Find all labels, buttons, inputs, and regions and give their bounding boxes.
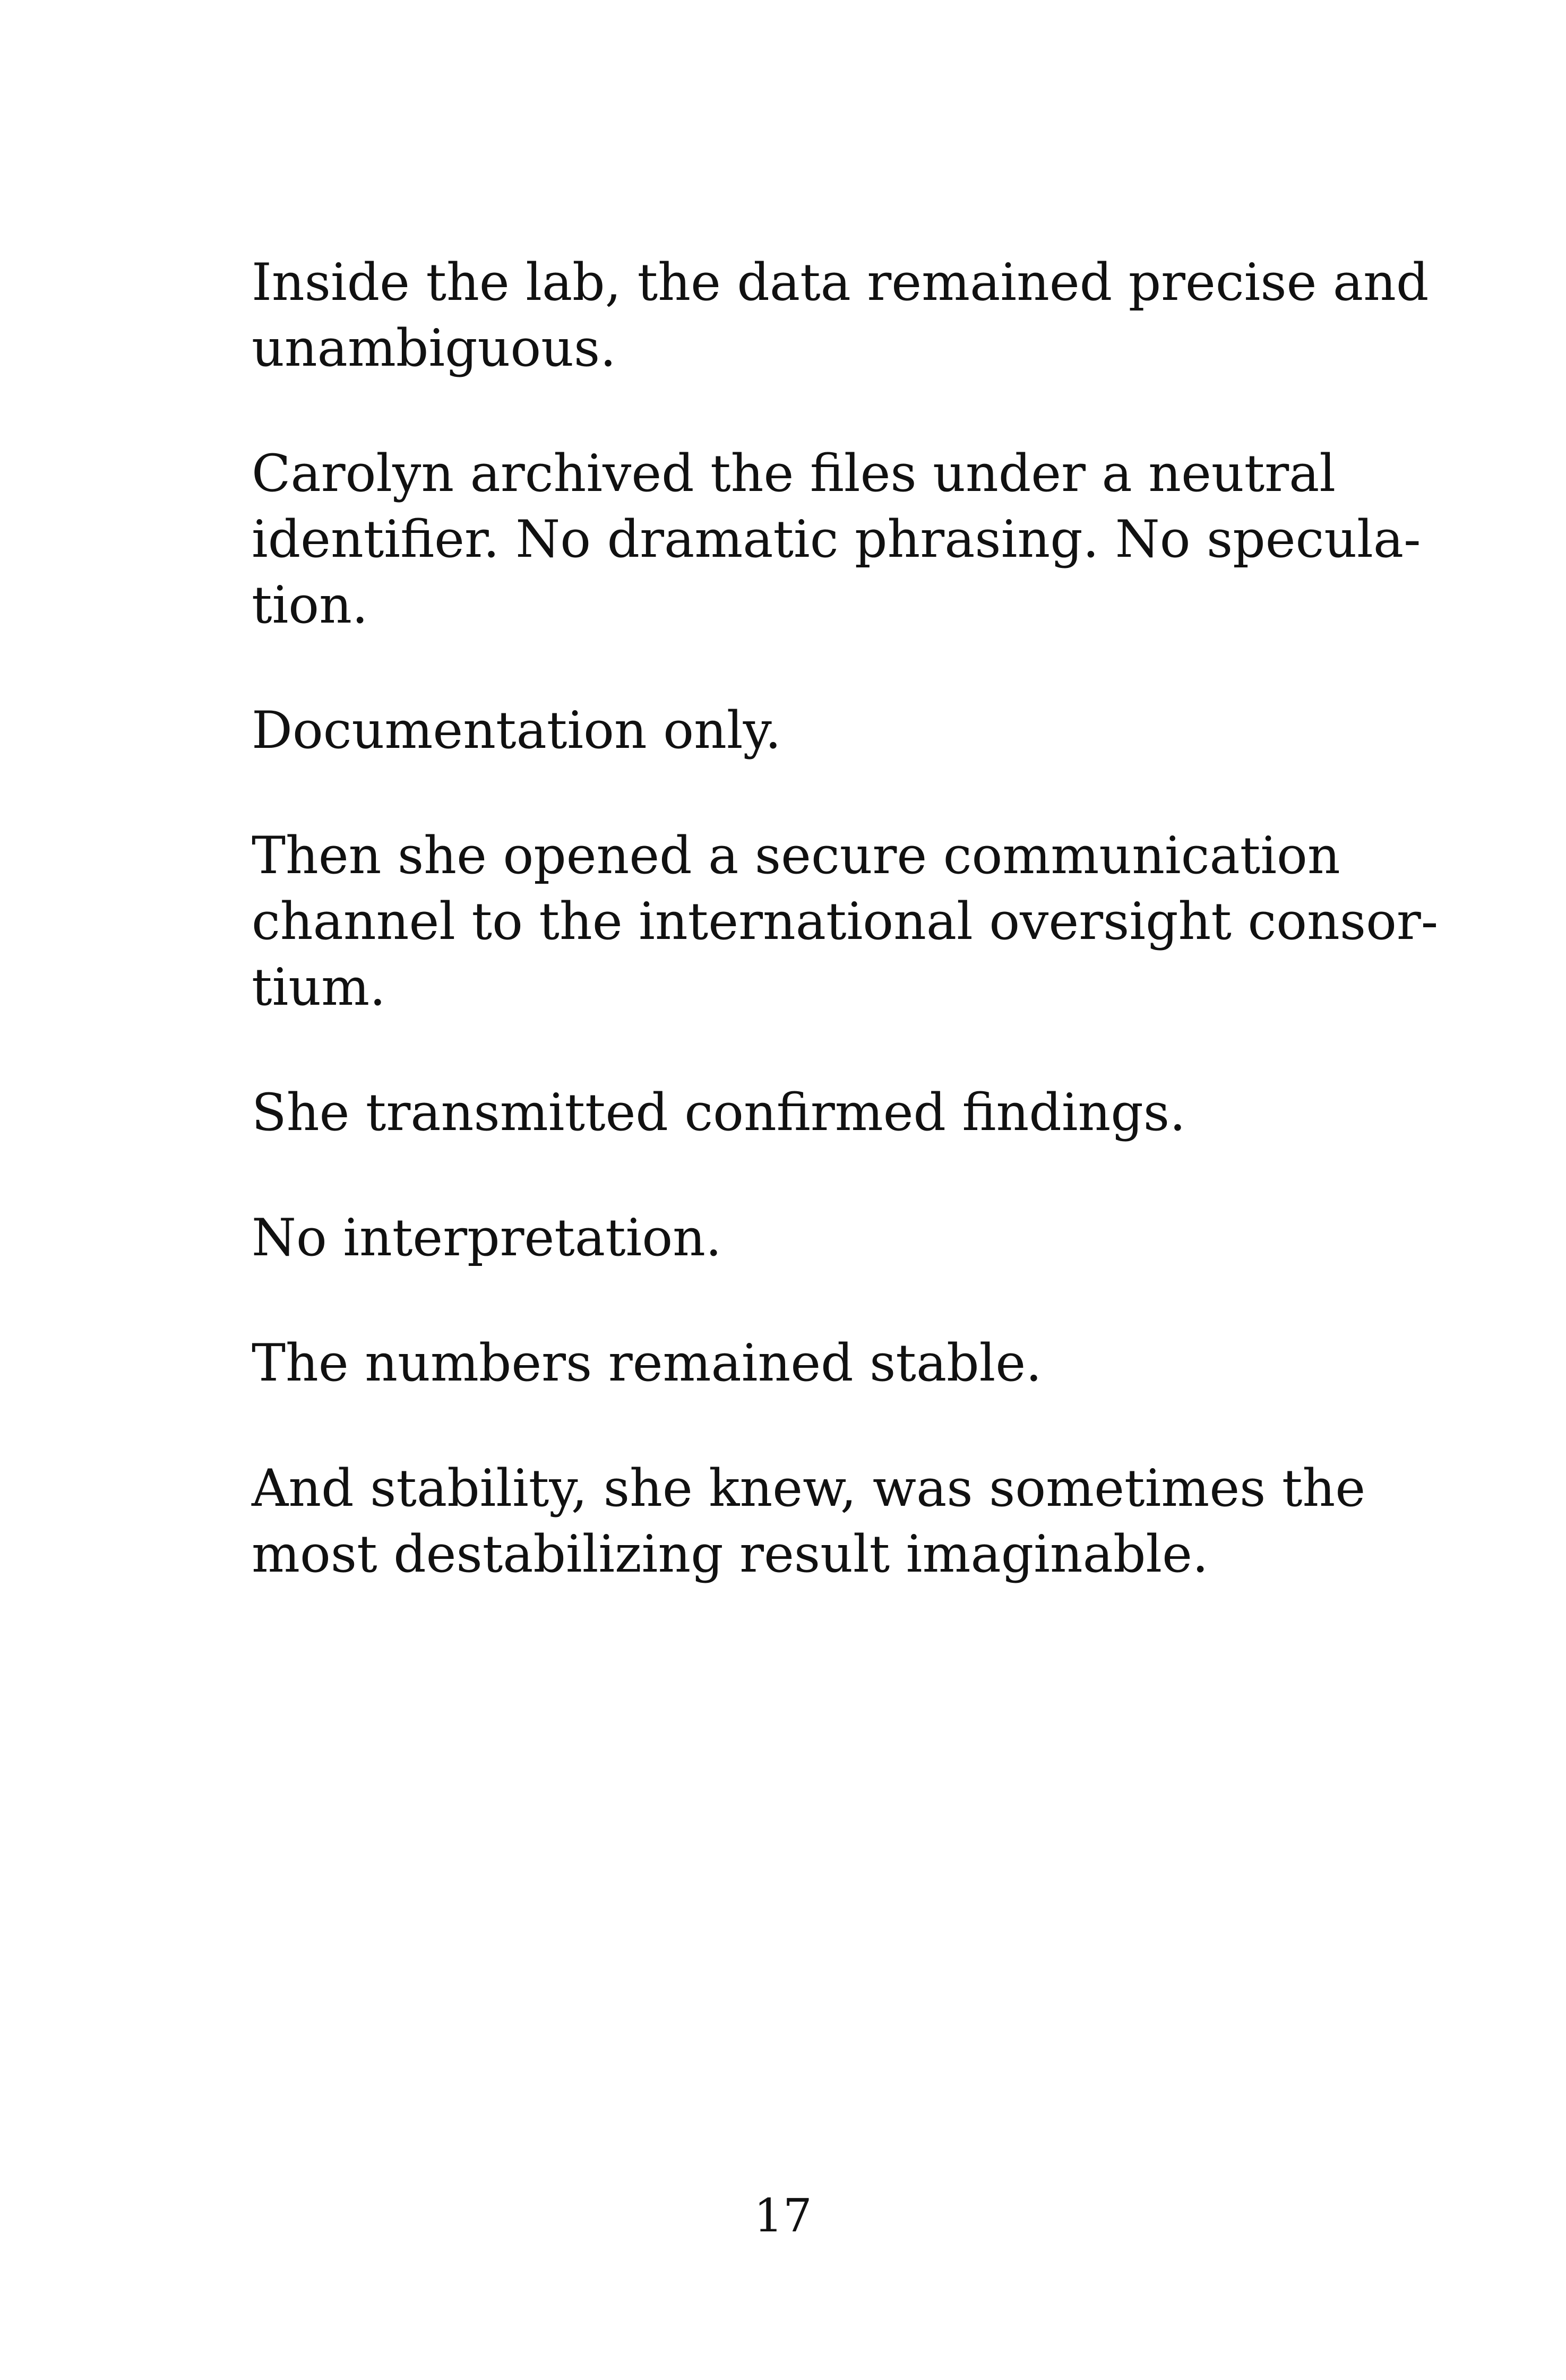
paragraph-4	[252, 823, 1439, 1020]
paragraph-line: tium.	[252, 958, 386, 1017]
body-text	[252, 249, 1439, 1646]
paragraph-line: channel to the international oversight consor-	[252, 892, 1439, 951]
paragraph-3	[252, 697, 1324, 763]
paragraph-line: Documentation only.	[252, 701, 781, 760]
paragraph-5	[252, 1080, 1324, 1145]
paragraph-line: Carolyn archived the files under a neutral	[252, 444, 1336, 503]
page-number: 17	[754, 2189, 812, 2243]
paragraph-line: And stability, she knew, was sometimes the	[252, 1459, 1366, 1518]
paragraph-1	[252, 249, 1429, 381]
paragraph-line: Then she opened a secure communication	[252, 826, 1340, 885]
paragraph-2	[252, 441, 1421, 638]
paragraph-line: Inside the lab, the data remained precise and	[252, 253, 1429, 312]
paragraph-7	[252, 1330, 1324, 1396]
paragraph-line: The numbers remained stable.	[252, 1333, 1042, 1393]
paragraph-line: tion.	[252, 575, 368, 635]
paragraph-6	[252, 1205, 1324, 1271]
paragraph-line: identifier. No dramatic phrasing. No specula-	[252, 510, 1421, 569]
paragraph-line: No interpretation.	[252, 1208, 722, 1267]
paragraph-8	[252, 1455, 1366, 1587]
paragraph-line: unambiguous.	[252, 318, 616, 378]
paragraph-line: most destabilizing result imaginable.	[252, 1524, 1209, 1584]
paragraph-line: She transmitted confirmed findings.	[252, 1083, 1186, 1142]
